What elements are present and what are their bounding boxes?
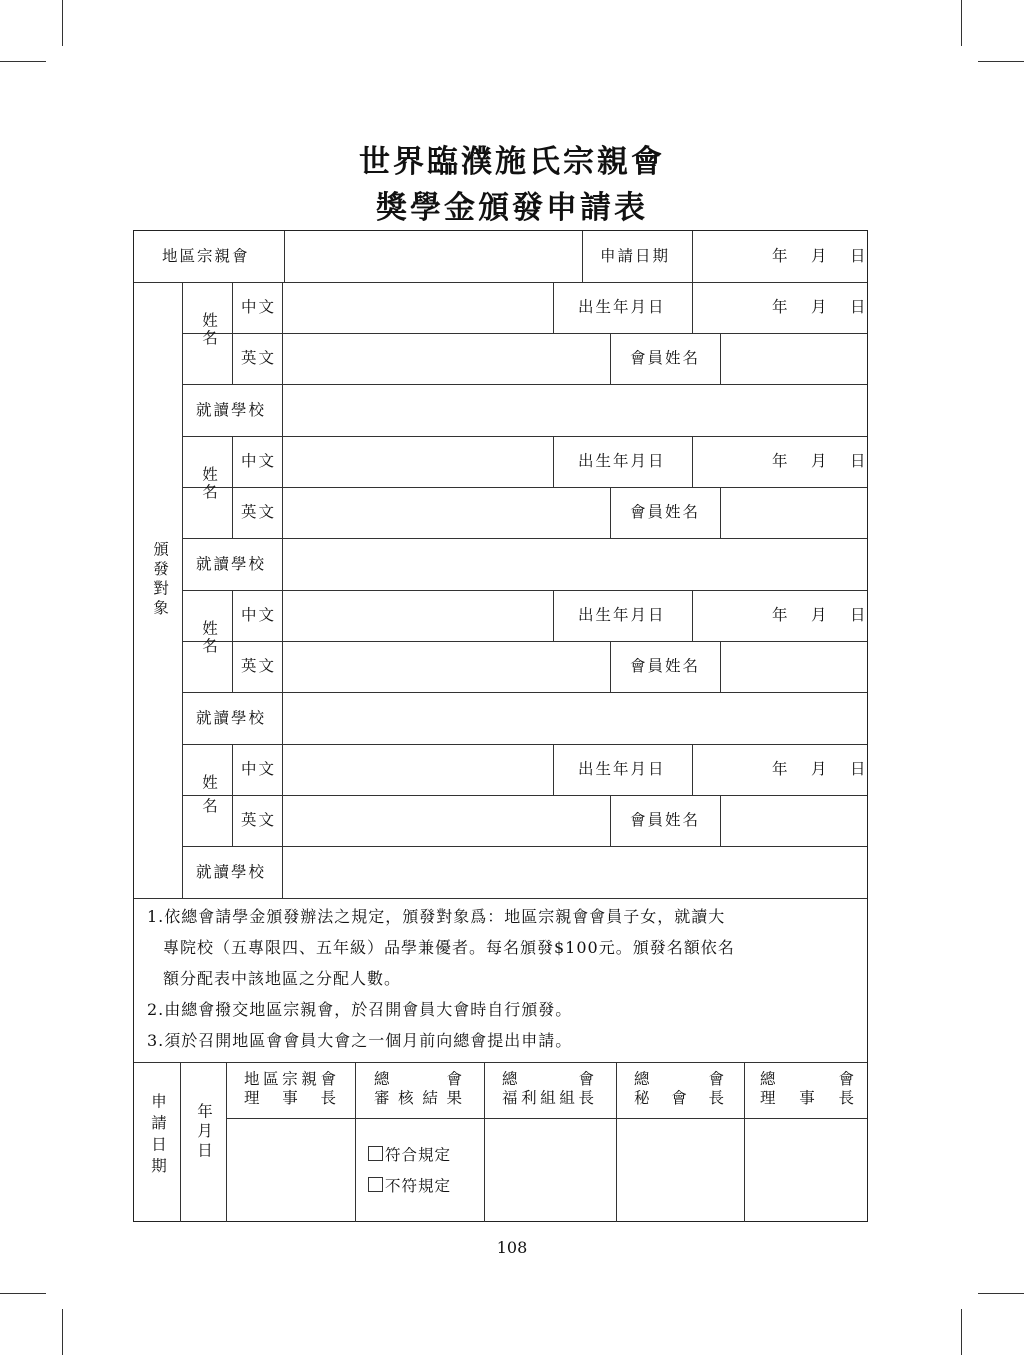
crop-mark [62,0,63,46]
birth-label: 出生年月日 [578,452,666,470]
crop-mark [961,1309,962,1355]
birth-month: 月 [811,298,827,316]
col3-line2: 福利組組長 [502,1089,594,1107]
note-1-line-1: 1.依總會請學金頒發辦法之規定，頒發對象爲：地區宗親會會員子女，就讀大 [147,907,726,926]
school-field[interactable] [283,692,867,743]
birth-label: 出生年月日 [578,298,666,316]
form-title-line1: 世界臨濮施氏宗親會 [359,144,665,180]
birth-year: 年 [772,606,788,624]
english-name-field[interactable] [283,795,610,845]
col4-line2: 秘會長 [634,1089,724,1107]
note-1-line-3: 額分配表中該地區之分配人數。 [163,969,402,988]
english-name-field[interactable] [283,487,610,537]
name-label: 姓名 [200,620,218,655]
crop-mark [62,1309,63,1355]
local-assoc-label: 地區宗親會 [162,247,250,265]
chinese-label: 中文 [241,452,277,470]
birth-day: 日 [850,760,866,778]
note-1-line-2: 專院校（五專限四、五年級）品學兼優者。每名頒發$100元。頒發名額依名 [163,938,735,957]
apply-date-month: 月 [811,247,827,265]
school-field[interactable] [283,384,867,435]
birth-year: 年 [772,760,788,778]
col1-line1: 地區宗親會 [244,1070,336,1088]
name-label: 姓名 [200,466,218,501]
col3-line1: 總會 [502,1070,594,1088]
crop-mark [978,61,1024,62]
signoff-apply-date-label: 申請日期 [149,1093,167,1179]
birth-month: 月 [811,452,827,470]
english-label: 英文 [241,657,277,675]
birth-year: 年 [772,452,788,470]
col2-line2: 審核結果 [374,1089,462,1107]
apply-date-day: 日 [850,247,866,265]
english-name-field[interactable] [283,333,610,383]
note-2: 2.由總會撥交地區宗親會，於召開會員大會時自行頒發。 [147,1000,573,1019]
birth-day: 日 [850,298,866,316]
birth-day: 日 [850,452,866,470]
chinese-label: 中文 [241,298,277,316]
option-pass[interactable] [368,1145,451,1165]
member-name-label: 會員姓名 [630,811,701,829]
application-form [133,230,868,1222]
crop-mark [0,61,46,62]
member-name-label: 會員姓名 [630,657,701,675]
member-name-field[interactable] [721,795,867,845]
col5-line2: 理事長 [760,1089,854,1107]
english-label: 英文 [241,349,277,367]
english-label: 英文 [241,811,277,829]
chinese-name-field[interactable] [283,744,553,794]
chinese-name-field[interactable] [283,590,553,640]
col2-line1: 總會 [374,1070,462,1088]
recipients-label: 頒發對象 [151,541,169,619]
member-name-field[interactable] [721,333,867,383]
school-label: 就讀學校 [196,709,267,727]
name-label: 姓名 [200,774,218,821]
page-number: 108 [496,1238,528,1257]
crop-mark [978,1293,1024,1294]
english-label: 英文 [241,503,277,521]
option-fail[interactable] [368,1176,451,1196]
crop-mark [0,1293,46,1294]
col1-line2: 理事長 [244,1089,336,1107]
school-field[interactable] [283,538,867,589]
crop-mark [961,0,962,46]
school-label: 就讀學校 [196,863,267,881]
member-name-field[interactable] [721,641,867,691]
local-assoc-field[interactable] [284,231,582,281]
option-fail-label: 不符規定 [385,1177,452,1195]
chinese-label: 中文 [241,606,277,624]
english-name-field[interactable] [283,641,610,691]
name-label: 姓名 [200,312,218,347]
member-name-field[interactable] [721,487,867,537]
birth-label: 出生年月日 [578,606,666,624]
chinese-name-field[interactable] [283,282,553,332]
school-label: 就讀學校 [196,555,267,573]
birth-label: 出生年月日 [578,760,666,778]
member-name-label: 會員姓名 [630,503,701,521]
birth-day: 日 [850,606,866,624]
option-pass-label: 符合規定 [385,1146,452,1164]
col5-line1: 總會 [760,1070,854,1088]
birth-month: 月 [811,606,827,624]
apply-date-year: 年 [772,247,788,265]
school-label: 就讀學校 [196,401,267,419]
form-title-line2: 獎學金頒發申請表 [376,190,648,226]
apply-date-label: 申請日期 [600,247,671,265]
chinese-label: 中文 [241,760,277,778]
chinese-name-field[interactable] [283,436,553,486]
school-field[interactable] [283,846,867,897]
birth-year: 年 [772,298,788,316]
birth-month: 月 [811,760,827,778]
col4-line1: 總會 [634,1070,724,1088]
signoff-ymd-label: 年月日 [195,1103,213,1162]
checkbox-pass[interactable] [368,1146,383,1161]
note-3: 3.須於召開地區會會員大會之一個月前向總會提出申請。 [147,1031,573,1050]
member-name-label: 會員姓名 [630,349,701,367]
checkbox-fail[interactable] [368,1177,383,1192]
